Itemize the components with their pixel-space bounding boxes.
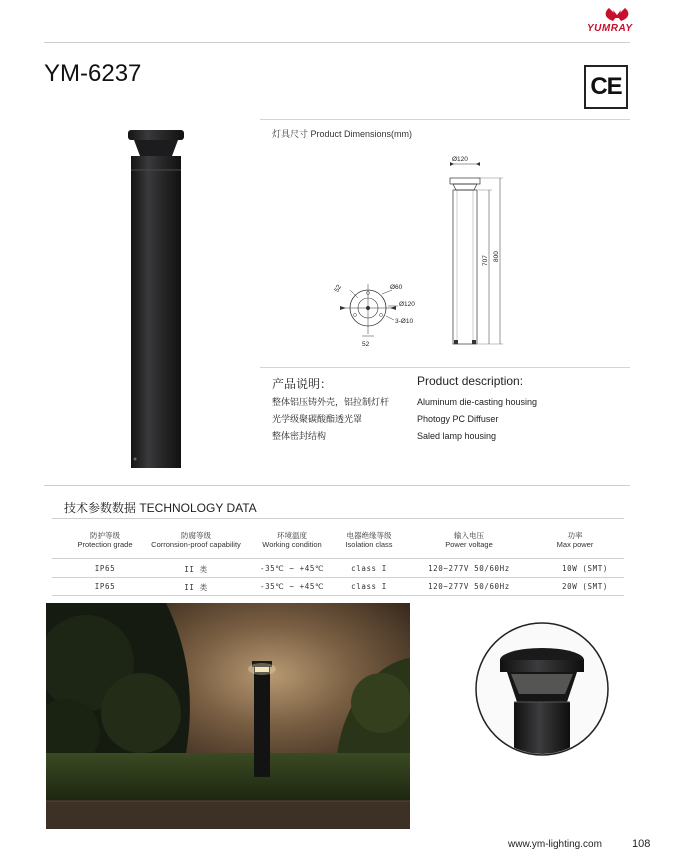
column-header-en: Power voltage [445,540,493,549]
description-item-en: Aluminum die-casting housing [417,397,538,407]
column-header-cn: 电器绝缘等级 [346,531,392,540]
table-header-rule [52,558,624,559]
column-header-en: Corronsion-proof capability [151,540,241,549]
table-cell: 20W (SMT) [561,582,609,591]
description-item-en: Saled lamp housing [417,431,497,441]
ce-mark-badge: CE [584,65,628,109]
detail-closeup-photo [475,622,609,756]
technology-divider [44,485,630,486]
table-cell: -35℃ ~ +45℃ [259,564,325,573]
table-header-cell [60,531,150,549]
column-header-cn: 环境温度 [277,531,307,540]
dimension-label-52-left: 52 [333,283,344,294]
table-header-cell [530,531,620,549]
column-header-cn: 防护等级 [90,531,120,540]
dimension-label-holes: 3-Ø10 [395,318,414,325]
description-item-en: Photogy PC Diffuser [417,414,499,424]
description-list-cn [272,394,389,445]
column-header-cn: 防腐等级 [181,531,211,540]
dimensions-heading: 灯具尺寸 Product Dimensions(mm) [272,129,413,139]
description-item-cn: 整体铝压铸外壳，铝拉制灯杆 [272,397,390,407]
footer-website-link[interactable]: www.ym-lighting.com [508,839,602,850]
dimension-label-diameter-120-plan: Ø120 [399,301,415,308]
table-cell: 10W (SMT) [561,564,609,573]
table-header-cell [146,531,246,549]
page-number: 108 [632,838,651,850]
description-item-cn: 整体密封结构 [272,431,327,441]
dimension-label-707: 707 [482,255,489,266]
technology-heading: 技术参数数据 TECHNOLOGY DATA [64,501,257,515]
column-header-en: Protection grade [77,540,133,549]
installation-scene-photo [46,603,410,829]
column-header-en: Isolation class [345,540,393,549]
table-top-rule [52,518,624,519]
table-row-rule [52,577,624,578]
product-model-title: YM-6237 [44,60,142,87]
header-divider [44,42,630,43]
table-cell: II 类 [184,565,208,574]
dimension-label-diameter-60: Ø60 [390,284,403,291]
column-header-cn: 功率 [567,531,583,540]
table-cell: II 类 [184,583,208,592]
column-header-cn: 输入电压 [454,531,484,540]
table-cell: IP65 [94,582,116,591]
description-item-cn: 光学级聚碳酸酯透光罩 [272,414,363,424]
table-header-cell [324,531,414,549]
dimension-label-top-diameter: Ø120 [452,156,468,163]
brand-logo [582,6,652,36]
table-cell: 120~277V 50/60Hz [428,564,510,573]
dimension-label-52-bottom: 52 [362,341,370,348]
table-cell: IP65 [94,564,116,573]
side-view-drawing [440,152,510,352]
plan-view-drawing [326,276,426,354]
product-photo [120,126,192,472]
table-cell: class I [351,582,387,591]
description-title-cn: 产品说明： [272,377,333,391]
description-divider [260,367,630,368]
table-cell: class I [351,564,387,573]
dimensions-divider [260,119,630,120]
table-cell: -35℃ ~ +45℃ [259,582,325,591]
column-header-en: Working condition [262,540,322,549]
description-title-en: Product description: [417,374,524,388]
description-list-en [417,394,537,445]
table-header-cell [424,531,514,549]
column-header-en: Max power [556,540,594,549]
brand-name: YUMRAY [587,23,633,34]
logo-mark-icon [582,6,652,24]
dimension-label-800: 800 [493,251,500,262]
table-cell: 120~277V 50/60Hz [428,582,510,591]
table-bottom-rule [52,595,624,596]
